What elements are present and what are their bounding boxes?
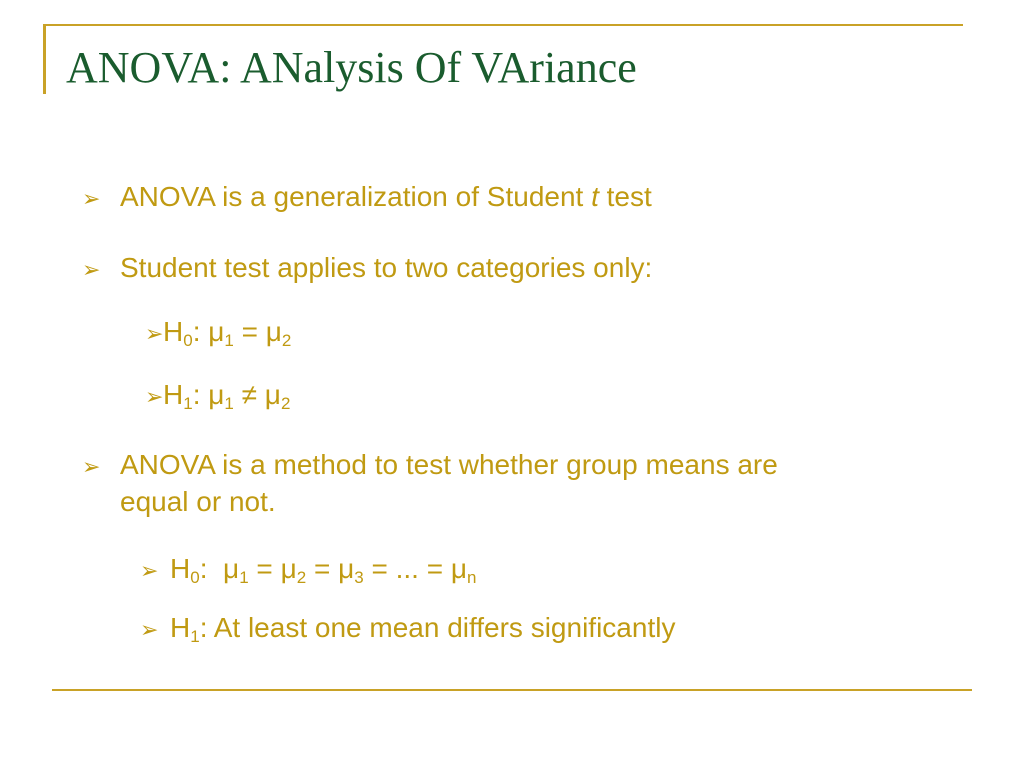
bottom-divider	[52, 689, 972, 691]
sub-bullet-h0-two-means: $➢H_0$: $\mu_1 = \mu_2$	[145, 316, 292, 350]
sub-bullet-h0-group-means: ➢ $H_0$: $\mu_1 = \mu_2 = \mu_3$ = ... = $\mu_n$	[140, 553, 477, 587]
arrow-bullet-icon: ➢	[145, 384, 164, 409]
arrow-bullet-icon: ➢	[82, 186, 101, 211]
arrow-bullet-icon: ➢	[140, 558, 159, 583]
bullet-student-test: ➢ Student test applies to two categories only:	[82, 250, 652, 288]
title-frame-vertical-rule	[43, 24, 46, 94]
sub-bullet-h1-differs: ➢ $H_1$: At least one mean differs significantly	[140, 612, 676, 646]
title-frame-top-rule	[43, 24, 963, 26]
slide-title: ANOVA: ANalysis Of VAriance	[66, 43, 637, 92]
bullet-anova-method-continuation: equal or not.	[120, 486, 276, 517]
arrow-bullet-icon: ➢	[82, 454, 101, 479]
bullet-anova-method: ➢ ANOVA is a method to test whether group means are	[82, 447, 778, 485]
bullet-generalization: ➢ ANOVA is a generalization of Student t test	[82, 179, 652, 217]
arrow-bullet-icon: ➢	[140, 617, 159, 642]
sub-bullet-h1-two-means: $➢H_1$: $\mu_1 \ne \mu_2$	[145, 379, 291, 413]
arrow-bullet-icon: ➢	[145, 321, 164, 346]
arrow-bullet-icon: ➢	[82, 257, 101, 282]
